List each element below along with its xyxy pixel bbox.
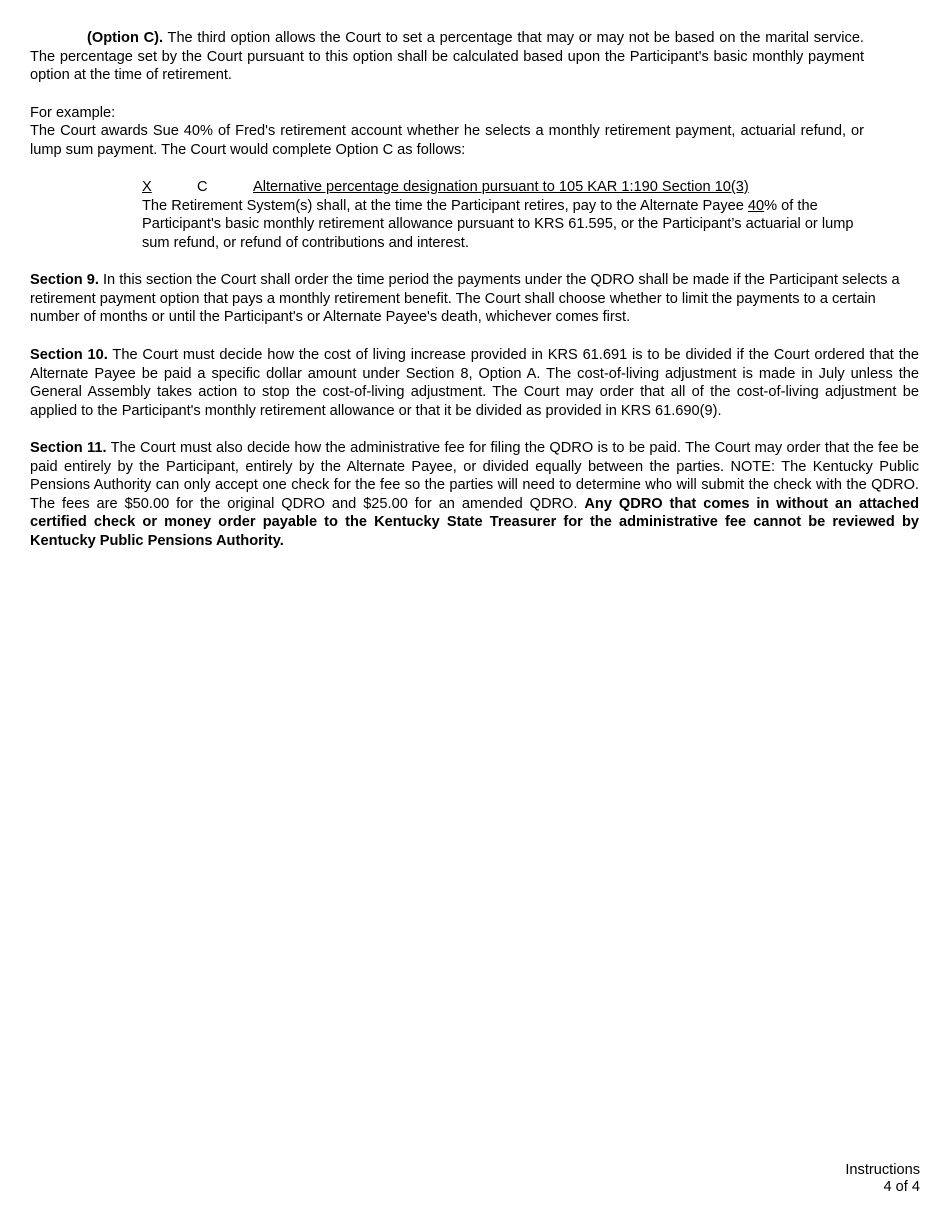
section-9-heading: Section 9. [30, 272, 99, 288]
section-9-paragraph [30, 271, 900, 327]
example-paragraph: The Court awards Sue 40% of Fred's retirement account whether he selects a monthly retirement payment, actuarial refund, or lump sum payment. The Court would complete Option C as follows: [30, 123, 864, 158]
option-title: Alternative percentage designation pursuant to 105 KAR 1:190 Section 10(3) [253, 179, 749, 195]
option-c-form-body [142, 197, 864, 253]
page-footer [845, 1162, 920, 1196]
option-c-heading: (Option C). [87, 30, 164, 46]
section-11-text: The Court must also decide how the administrative fee for filing the QDRO is to be paid. The Court may order that the fee be paid entirely by the Participant, entirely by the Alternate Payee, or divided equally between the parties. NOTE: The Kentucky Public Pensions Authority can only accept one check for the fee so the parties will need to determine who will submit the check with the QDRO. The fees are $50.00 for the original QDRO and $25.00 for an amended QDRO. [30, 440, 919, 512]
option-c-paragraph [30, 29, 864, 85]
option-selected-mark: X [142, 179, 152, 195]
option-c-text: The third option allows the Court to set a percentage that may or may not be based on the marital service. The percentage set by the Court pursuant to this option shall be calculated based upon the Participant's basic monthly payment option at the time of retirement. [30, 30, 864, 84]
section-9-text: In this section the Court shall order the time period the payments under the QDRO shall be made if the Participant selects a retirement payment option that pays a monthly retirement benefit. The Court shall choose whether to limit the payments to a certain number of months or until the Participant's or Alternate Payee's death, whichever comes first. [30, 272, 900, 326]
option-c-form-header [142, 178, 864, 197]
section-11-bold-note: Any QDRO that comes in without an attached certified check or money order payable to the Kentucky State Treasurer for the administrative fee cannot be reviewed by Kentucky Public Pensions Authority. [30, 495, 919, 549]
option-c-form-block [142, 178, 864, 252]
option-body-after: % of the Participant's basic monthly retirement allowance pursuant to KRS 61.595, or the Participant’s actuarial or lump sum refund, or refund of contributions and interest. [142, 197, 854, 251]
option-letter: C [197, 179, 208, 195]
section-10-text: The Court must decide how the cost of living increase provided in KRS 61.691 is to be divided if the Court ordered that the Alternate Payee be paid a specific dollar amount under Section 8, Option A. The cost-of-living adjustment is made in July unless the General Assembly takes action to stop the cost-of-living adjustment. The Court may order that all of the cost-of-living adjustment be applied to the Participant's monthly retirement allowance or that it be divided as provided in KRS 61.690(9). [30, 347, 919, 419]
footer-label: Instructions [845, 1162, 920, 1178]
option-percent-value: 40 [747, 197, 765, 214]
section-10-heading: Section 10. [30, 347, 108, 363]
section-11-heading: Section 11. [30, 440, 107, 456]
section-11-paragraph [30, 439, 919, 551]
section-10-paragraph [30, 346, 919, 420]
footer-page-number: 4 of 4 [883, 1179, 920, 1195]
example-heading: For example: [30, 105, 116, 121]
option-body-before: The Retirement System(s) shall, at the time the Participant retires, pay to the Alternate Payee [142, 197, 748, 214]
